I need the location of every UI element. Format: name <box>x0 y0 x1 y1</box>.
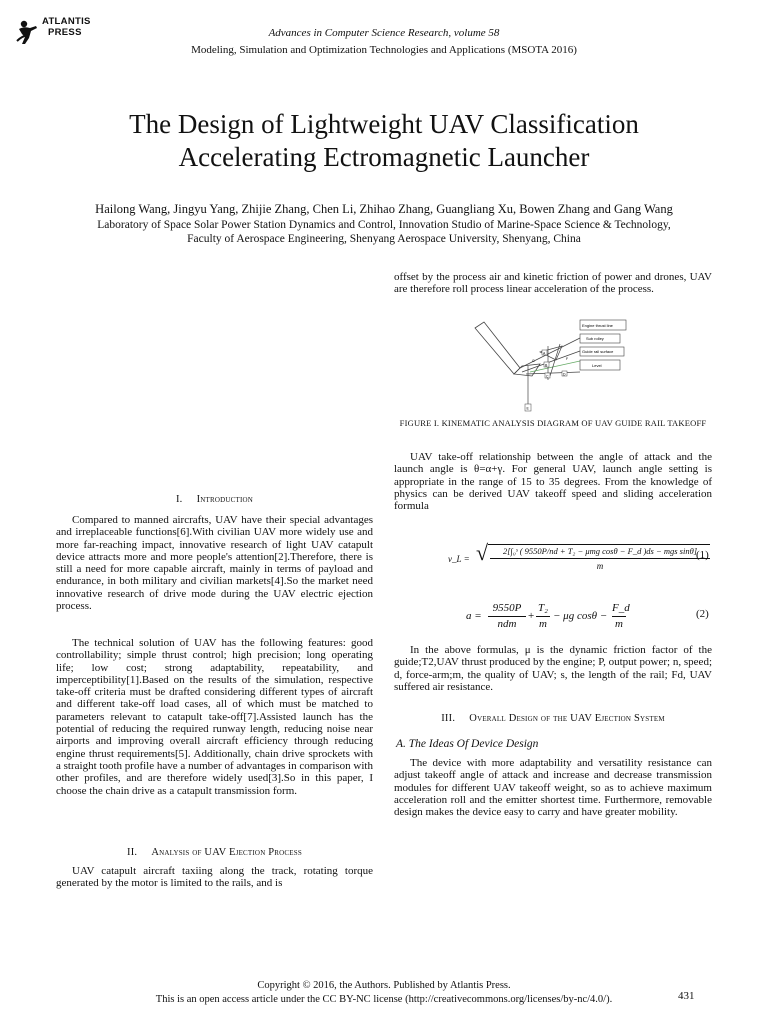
eq2-t3-num: F_d <box>612 602 630 614</box>
eq1-sqrt-icon: √ <box>476 540 489 565</box>
section-1-title: Introduction <box>196 494 254 505</box>
copyright-line: Copyright © 2016, the Authors. Published by Atlantis Press. <box>257 980 511 991</box>
equation-1 <box>448 540 698 574</box>
subsection-a-heading: A. The Ideas Of Device Design <box>396 738 539 750</box>
right-p1-text: UAV take-off relationship between the angle of attack and the launch angle is θ=α+γ. For general UAV, launch angle setting is appropriate in the range of 15 to 35 degrees. From the knowledge of physics can be derived UAV takeoff speed and sliding acceleration formula <box>394 451 712 513</box>
eq2-t1-den: ndm <box>497 618 517 630</box>
section-1-number: I. <box>175 494 183 505</box>
affiliation <box>0 218 768 246</box>
title-line2: Accelerating Ectromagnetic Launcher <box>178 142 590 172</box>
figure-caption: FIGURE I. KINEMATIC ANALYSIS DIAGRAM OF UAV GUIDE RAIL TAKEOFF <box>399 418 707 428</box>
section-2-heading <box>56 847 373 858</box>
eq2-t2-num: T₂ <box>538 602 548 614</box>
intro-paragraph-2 <box>56 637 373 797</box>
kinematic-figure <box>470 316 640 416</box>
publisher-line2: PRESS <box>48 27 82 38</box>
eq2-mid: − μg cosθ − <box>553 610 608 622</box>
analysis-paragraph-1 <box>56 865 373 890</box>
right-paragraph-2 <box>394 644 712 693</box>
right-p0-text: offset by the process air and kinetic friction of power and drones, UAV are therefore roll process linear acceleration of the process. <box>394 271 712 296</box>
equation-2 <box>466 600 636 632</box>
conference-line: Modeling, Simulation and Optimization Technologies and Applications (MSOTA 2016) <box>191 44 577 56</box>
section-2-number: II. <box>127 847 138 858</box>
right-paragraph-1 <box>394 451 712 512</box>
figure-label-sub-rolley: Sub rolley <box>586 336 604 341</box>
right-p3-text: The device with more adaptability and versatility resistance can adjust takeoff angle of attack and increase and decrease transmission modules for different UAV takeoff weight, so as to achieve maximum acceleration roll and the emitter shortest time. Furthermore, removable design makes the device easy to carry and have greater mobility. <box>394 757 712 819</box>
page-number: 431 <box>678 990 695 1002</box>
series-line: Advances in Computer Science Research, volume 58 <box>268 27 500 39</box>
right-paragraph-3 <box>394 757 712 818</box>
right-paragraph-0 <box>394 271 712 296</box>
analysis-p1-text: UAV catapult aircraft taxiing along the track, rotating torque generated by the motor is limited to the rails, and is <box>56 865 373 890</box>
affiliation-line1: Laboratory of Space Solar Power Station Dynamics and Control, Innovation Studio of Marine-Space Science & Technology, <box>97 219 671 231</box>
eq2-number: (2) <box>696 608 709 620</box>
eq1-denominator: m <box>596 561 604 571</box>
title-line1: The Design of Lightweight UAV Classification <box>129 109 639 139</box>
eq2-t1-num: 9550P <box>492 602 522 614</box>
section-2-title: Analysis of UAV Ejection Process <box>151 847 302 858</box>
affiliation-line2: Faculty of Aerospace Engineering, Shenyang Aerospace University, Shenyang, China <box>187 233 581 245</box>
intro-paragraph-1 <box>56 514 373 612</box>
figure-label-level: Level <box>592 363 602 368</box>
figure-point-a: A <box>543 351 546 356</box>
figure-point-c: C <box>546 374 549 379</box>
eq2-t3-den: m <box>615 618 623 630</box>
intro-p2-text: The technical solution of UAV has the following features: good controllability; simple thrust control; high precision; long operating life; low cost; strong adaptability, repeatability, and imperceptibility[1].Based on the results of the simulation, respective take-off criteria must be drafted considering different types of aircraft and different take-off load cases, all of which must be matched to parameters relevant to catapult take-off[7].Assisted launch has the potential of reducing the required runway length, reducing noise near airports and improving overall aircraft efficiency through reducing engine thrust requirements[5]. Additionally, chain drive sprockets with a straight tooth profile have a number of advantages in comparison with other profiles, and are therefore widely used[3].So in this paper, I choose the chain drive as a catapult transmission form. <box>56 637 373 797</box>
authors: Hailong Wang, Jingyu Yang, Zhijie Zhang, Chen Li, Zhihao Zhang, Guangliang Xu, Bowen Zhang and Gang Wang <box>95 202 673 216</box>
paper-title <box>0 108 768 174</box>
section-3-number: III. <box>441 713 456 724</box>
eq1-numerator: 2[∫₀ˢ ( 9550P/nd + T₂ − μmg cosθ − F_d )ds − mgs sinθ] <box>502 546 698 556</box>
figure-label-engine-thrust: Engine thrust line <box>582 323 613 328</box>
eq2-lhs: a = <box>466 610 482 622</box>
figure-label-guide-rail: Guide rail surface <box>582 349 614 354</box>
figure-point-g: G <box>532 359 535 363</box>
eq2-t2-den: m <box>539 618 547 630</box>
kinematic-diagram <box>470 316 640 416</box>
section-1-heading <box>56 494 373 505</box>
figure-point-b: B <box>545 363 548 368</box>
intro-p1-text: Compared to manned aircrafts, UAV have their special advantages and irreplaceable functions[6].With civilian UAV more widely use and more far-reaching impact, innovative research of light UAV catapult device attracts more and more people's attention[2].Therefore, there is still a need for more capable aircraft, mainly in terms of payload and endurance, in both military and civilian markets[4].So the market need innovative research of drive mode during the UAV electric ejection process. <box>56 514 373 613</box>
eq2-plus: + <box>528 610 535 622</box>
section-3-title: Overall Design of the UAV Ejection System <box>469 713 665 724</box>
eq1-number: (1) <box>696 549 709 561</box>
right-p2-text: In the above formulas, μ is the dynamic friction factor of the guide;T2,UAV thrust produced by the engine; P, output power; n, speed; d, force-arm;m, the quality of UAV; s, the length of the rail; Fd, UAV suffered air resistance. <box>394 644 712 693</box>
figure-point-e: E <box>526 406 529 411</box>
figure-point-f: F <box>566 357 569 361</box>
eq1-lhs: v_L = <box>448 554 470 564</box>
figure-point-d: D <box>563 372 566 377</box>
publisher-line1: ATLANTIS <box>42 16 91 27</box>
section-3-heading <box>394 713 712 724</box>
license-line: This is an open access article under the CC BY-NC license (http://creativecommons.org/licenses/by-nc/4.0/). <box>155 994 613 1005</box>
